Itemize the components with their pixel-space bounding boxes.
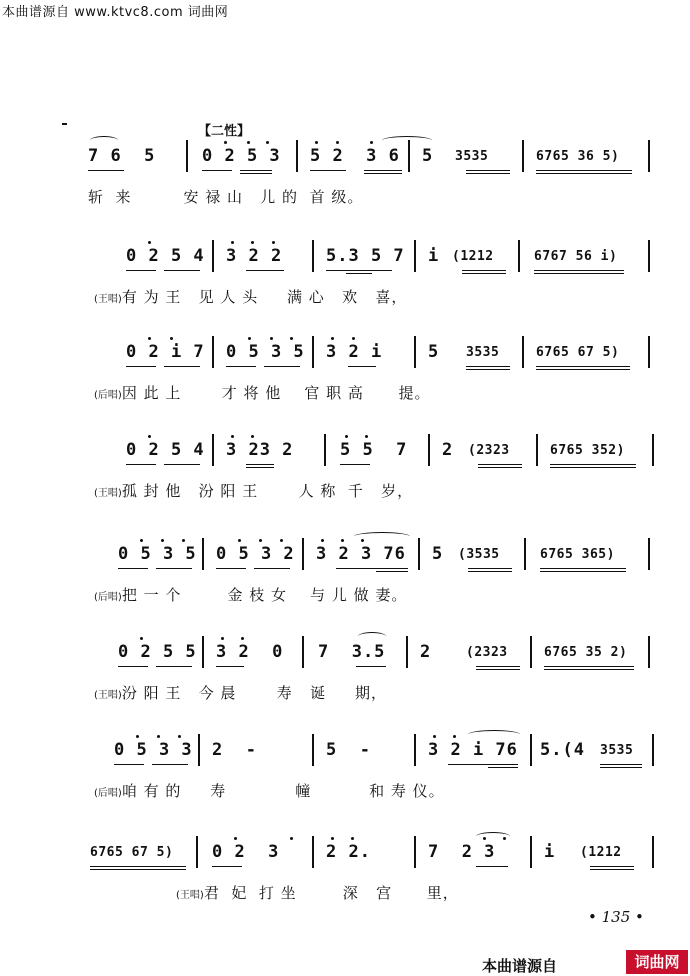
high-dot <box>453 735 456 738</box>
note-group: 3 2 0 <box>216 642 284 662</box>
note-group: 3 2 3 76 <box>316 544 406 564</box>
barline <box>324 434 326 466</box>
note-group: 2 <box>442 440 454 460</box>
barline <box>312 240 314 272</box>
beam <box>376 571 408 572</box>
note-group: 5 <box>428 342 440 362</box>
barline <box>212 240 214 272</box>
high-dot <box>182 539 185 542</box>
barline <box>302 636 304 668</box>
slur <box>90 136 118 145</box>
beam <box>462 273 506 274</box>
beam <box>310 170 346 171</box>
note-group: 0 2 3 <box>212 842 280 862</box>
high-dot <box>483 837 486 840</box>
barline <box>406 636 408 668</box>
beam <box>590 869 634 870</box>
note-group: 3535 <box>455 149 489 164</box>
high-dot <box>148 337 151 340</box>
beam <box>126 270 156 271</box>
beam <box>164 270 200 271</box>
barline <box>648 538 650 570</box>
high-dot <box>247 141 250 144</box>
barline <box>428 434 430 466</box>
note-group: 7 3.5 <box>318 642 386 662</box>
barline <box>414 836 416 868</box>
barline <box>522 140 524 172</box>
score-row-4 <box>0 440 690 520</box>
high-dot <box>290 337 293 340</box>
site-logo[interactable]: 词曲网 <box>626 950 688 974</box>
beam <box>478 467 522 468</box>
beam <box>346 273 372 274</box>
barline <box>418 538 420 570</box>
beam <box>356 666 386 667</box>
barline <box>648 336 650 368</box>
barline <box>530 734 532 766</box>
note-group: 6765 67 5) <box>536 345 620 360</box>
note-group: 5 <box>422 146 434 166</box>
barline <box>652 734 654 766</box>
high-dot <box>351 837 354 840</box>
high-dot <box>241 637 244 640</box>
note-group: 0 5 3 5 <box>226 342 305 362</box>
beam <box>216 568 246 569</box>
watermark-header: 本曲谱源自 www.ktvc8.com 词曲网 <box>2 5 229 20</box>
barline <box>522 336 524 368</box>
note-group: 6765 67 5) <box>90 845 174 860</box>
note-group: 0 5 3 2 <box>216 544 295 564</box>
high-dot <box>140 637 143 640</box>
barline <box>530 836 532 868</box>
note-group: 2 - <box>212 740 257 760</box>
high-dot <box>148 241 151 244</box>
beam <box>340 464 370 465</box>
section-label: 【二性】 <box>198 124 251 139</box>
barline <box>312 836 314 868</box>
barline <box>302 538 304 570</box>
beam <box>534 273 624 274</box>
barline <box>518 240 520 272</box>
beam <box>536 369 630 370</box>
high-dot <box>331 837 334 840</box>
beam <box>240 173 272 174</box>
score-row-2 <box>0 246 690 326</box>
page-number: • 135 • <box>588 908 644 926</box>
beam <box>212 866 242 867</box>
score-row-6 <box>0 642 690 722</box>
note-group: (1212 <box>452 249 494 264</box>
score-row-7 <box>0 740 690 820</box>
barline <box>536 434 538 466</box>
beam <box>478 464 522 465</box>
note-group: 2 <box>420 642 432 662</box>
beam <box>126 464 156 465</box>
lyric-line: (王唱)汾 阳 王 今 晨 寿 诞 期， <box>94 684 387 702</box>
note-group: 3535 <box>466 345 500 360</box>
beam <box>156 568 192 569</box>
beam <box>590 866 634 867</box>
beam <box>550 464 636 465</box>
beam <box>90 869 186 870</box>
note-group: 6765 36 5) <box>536 149 620 164</box>
beam <box>550 467 636 468</box>
barline <box>212 336 214 368</box>
high-dot <box>503 837 506 840</box>
note-group: (2323 <box>466 645 508 660</box>
barline <box>530 636 532 668</box>
beam <box>156 666 192 667</box>
barline <box>202 538 204 570</box>
barline <box>212 434 214 466</box>
barline <box>312 734 314 766</box>
note-group: 6765 352) <box>550 443 625 458</box>
note-group: 0 2 i 7 <box>126 342 205 362</box>
slur <box>354 532 410 541</box>
high-dot <box>224 141 227 144</box>
beam <box>540 571 626 572</box>
slur <box>468 730 520 739</box>
high-dot <box>270 337 273 340</box>
beam <box>264 366 300 367</box>
lyric-line: (后唱)因 此 上 才 将 他 官 职 高 提。 <box>94 384 431 402</box>
margin-mark <box>62 123 67 125</box>
slur <box>382 136 432 145</box>
high-dot <box>341 539 344 542</box>
high-dot <box>352 337 355 340</box>
beam <box>118 666 148 667</box>
barline <box>648 140 650 172</box>
barline <box>196 836 198 868</box>
high-dot <box>251 241 254 244</box>
note-group: 3 2 i <box>326 342 383 362</box>
beam <box>164 464 200 465</box>
score-row-3 <box>0 342 690 422</box>
beam <box>152 764 188 765</box>
beam <box>488 767 518 768</box>
note-group: 3 23 2 <box>226 440 294 460</box>
beam <box>326 270 392 271</box>
beam <box>164 366 200 367</box>
beam <box>600 764 642 765</box>
barline <box>202 636 204 668</box>
note-group: i <box>544 842 556 862</box>
beam <box>466 366 510 367</box>
high-dot <box>161 539 164 542</box>
score-row-8 <box>0 842 690 922</box>
beam <box>462 270 506 271</box>
note-group: 0 2 5 3 <box>202 146 281 166</box>
note-group: (3535 <box>458 547 500 562</box>
beam <box>466 170 510 171</box>
high-dot <box>140 539 143 542</box>
barline <box>652 836 654 868</box>
barline <box>648 240 650 272</box>
note-group: 0 5 3 5 <box>118 544 197 564</box>
beam <box>536 366 630 367</box>
barline <box>414 240 416 272</box>
note-group: 7 2 3 <box>428 842 496 862</box>
beam <box>466 173 510 174</box>
barline <box>652 434 654 466</box>
lyric-line: (王唱)君 妃 打 坐 深 宫 里， <box>176 884 459 902</box>
beam <box>246 270 284 271</box>
high-dot <box>290 837 293 840</box>
note-group: 3 2 i 76 <box>428 740 518 760</box>
beam <box>364 173 402 174</box>
beam <box>336 568 408 569</box>
high-dot <box>178 735 181 738</box>
high-dot <box>331 337 334 340</box>
note-group: 5.3 5 7 <box>326 246 405 266</box>
beam <box>540 568 626 569</box>
note-group: 3 2 2 <box>226 246 283 266</box>
high-dot <box>231 241 234 244</box>
beam <box>216 666 244 667</box>
beam <box>226 366 256 367</box>
high-dot <box>321 539 324 542</box>
beam <box>448 764 518 765</box>
score-row-1 <box>0 146 690 226</box>
note-group: 6765 35 2) <box>544 645 628 660</box>
beam <box>118 568 148 569</box>
barline <box>414 336 416 368</box>
note-group: 0 2 5 4 <box>126 246 205 266</box>
high-dot <box>315 141 318 144</box>
beam <box>536 170 632 171</box>
high-dot <box>238 539 241 542</box>
note-group: 6767 56 i) <box>534 249 618 264</box>
barline <box>648 636 650 668</box>
beam <box>246 467 274 468</box>
beam <box>240 170 272 171</box>
beam <box>536 173 632 174</box>
high-dot <box>251 435 254 438</box>
beam <box>600 767 642 768</box>
lyric-line: (后唱)咱 有 的 寿 幢 和 寿 仪。 <box>94 782 445 800</box>
beam <box>126 366 156 367</box>
high-dot <box>336 141 339 144</box>
footer-source: 本曲谱源自 <box>482 957 558 975</box>
barline <box>524 538 526 570</box>
note-group: 2 2. <box>326 842 371 862</box>
lyric-line: (王唱)有 为 王 见 人 头 满 心 欢 喜， <box>94 288 408 306</box>
high-dot <box>272 241 275 244</box>
high-dot <box>280 539 283 542</box>
beam <box>246 464 274 465</box>
beam <box>544 666 634 667</box>
lyric-line: (后唱)把 一 个 金 枝 女 与 儿 做 妻。 <box>94 586 408 604</box>
beam <box>88 170 124 171</box>
note-group: (2323 <box>468 443 510 458</box>
barline <box>312 336 314 368</box>
note-group: i <box>428 246 440 266</box>
note-group: 0 2 5 5 <box>118 642 197 662</box>
slur <box>358 632 386 641</box>
high-dot <box>345 435 348 438</box>
lyric-line: (王唱)孤 封 他 汾 阳 王 人 称 千 岁， <box>94 482 414 500</box>
note-group: (1212 <box>580 845 622 860</box>
note-group: 5.(4 <box>540 740 585 760</box>
note-group: 5 2 3 6 <box>310 146 400 166</box>
beam <box>468 571 512 572</box>
high-dot <box>248 337 251 340</box>
lyric-line: 斩 来 安 禄 山 儿 的 首 级。 <box>88 188 364 206</box>
barline <box>186 140 188 172</box>
high-dot <box>157 735 160 738</box>
high-dot <box>433 735 436 738</box>
beam <box>254 568 290 569</box>
barline <box>296 140 298 172</box>
high-dot <box>221 637 224 640</box>
beam <box>90 866 186 867</box>
high-dot <box>231 435 234 438</box>
high-dot <box>365 435 368 438</box>
beam <box>534 270 624 271</box>
beam <box>544 669 634 670</box>
high-dot <box>136 735 139 738</box>
beam <box>476 866 508 867</box>
beam <box>468 568 512 569</box>
note-group: 6765 365) <box>540 547 615 562</box>
beam <box>114 764 144 765</box>
beam <box>476 666 520 667</box>
note-group: 5 <box>432 544 444 564</box>
beam <box>202 170 232 171</box>
high-dot <box>370 141 373 144</box>
barline <box>408 140 410 172</box>
note-group: 3535 <box>600 743 634 758</box>
beam <box>466 369 510 370</box>
high-dot <box>148 435 151 438</box>
barline <box>198 734 200 766</box>
high-dot <box>259 539 262 542</box>
note-group: 7 6 5 <box>88 146 156 166</box>
beam <box>364 170 402 171</box>
note-group: 5 - <box>326 740 371 760</box>
note-group: 0 2 5 4 <box>126 440 205 460</box>
beam <box>476 669 520 670</box>
high-dot <box>266 141 269 144</box>
score-row-5 <box>0 544 690 624</box>
barline <box>414 734 416 766</box>
note-group: 0 5 3 3 <box>114 740 193 760</box>
high-dot <box>234 837 237 840</box>
high-dot <box>170 337 173 340</box>
note-group: 5 5 7 <box>340 440 408 460</box>
beam <box>348 366 376 367</box>
